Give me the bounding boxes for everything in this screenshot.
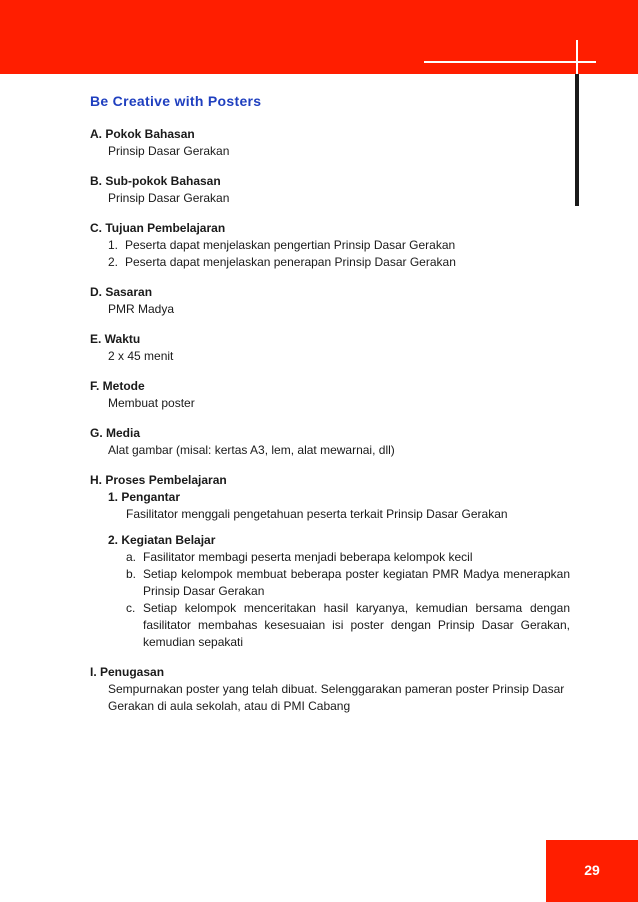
list-letter: a. bbox=[126, 550, 137, 564]
list-text: Setiap kelompok menceritakan hasil karyanya, kemudian bersama dengan fasilitator membahas kesesuaian isi poster dengan Prinsip Dasar Gerakan, kemudian sepakati bbox=[143, 601, 570, 649]
decorative-cross-line-vertical bbox=[575, 74, 579, 206]
section-body: Alat gambar (misal: kertas A3, lem, alat mewarnai, dll) bbox=[108, 443, 395, 457]
subsection-pengantar bbox=[90, 489, 570, 523]
decorative-cross-line-horizontal bbox=[424, 61, 596, 63]
section-tujuan-pembelajaran bbox=[90, 220, 570, 271]
section-penugasan bbox=[90, 664, 570, 715]
section-sasaran bbox=[90, 284, 570, 318]
page-number: 29 bbox=[584, 862, 600, 878]
subsection-kegiatan-belajar bbox=[90, 532, 570, 651]
list-item bbox=[126, 549, 570, 566]
section-body: Prinsip Dasar Gerakan bbox=[108, 144, 230, 158]
list-letter: c. bbox=[126, 601, 136, 615]
subsection-body: Fasilitator menggali pengetahuan peserta terkait Prinsip Dasar Gerakan bbox=[126, 507, 508, 521]
list-text: Fasilitator membagi peserta menjadi beberapa kelompok kecil bbox=[143, 550, 473, 564]
section-heading: A. Pokok Bahasan bbox=[90, 127, 195, 141]
list-text: Setiap kelompok membuat beberapa poster kegiatan PMR Madya menerapkan Prinsip Dasar Gerakan bbox=[143, 567, 570, 598]
list-text: Peserta dapat menjelaskan pengertian Prinsip Dasar Gerakan bbox=[125, 238, 456, 252]
section-body: Prinsip Dasar Gerakan bbox=[108, 191, 230, 205]
list-text: Peserta dapat menjelaskan penerapan Prinsip Dasar Gerakan bbox=[125, 255, 456, 269]
list-number: 2. bbox=[108, 255, 119, 269]
section-body: 2 x 45 menit bbox=[108, 349, 174, 363]
section-heading: C. Tujuan Pembelajaran bbox=[90, 221, 226, 235]
section-heading: B. Sub-pokok Bahasan bbox=[90, 174, 221, 188]
list-item bbox=[108, 254, 570, 271]
subsection-heading: 1. Pengantar bbox=[108, 490, 181, 504]
section-waktu bbox=[90, 331, 570, 365]
section-heading: I. Penugasan bbox=[90, 665, 165, 679]
decorative-cross-line-vertical-top bbox=[576, 40, 578, 74]
section-pokok-bahasan bbox=[90, 126, 570, 160]
subsection-heading: 2. Kegiatan Belajar bbox=[108, 533, 216, 547]
section-body: PMR Madya bbox=[108, 302, 175, 316]
page-content bbox=[90, 93, 570, 728]
list-item bbox=[126, 566, 570, 600]
page-title: Be Creative with Posters bbox=[90, 93, 262, 109]
activity-list bbox=[108, 549, 570, 651]
section-body: Sempurnakan poster yang telah dibuat. Selenggarakan pameran poster Prinsip Dasar Gerakan di aula sekolah, atau di PMI Cabang bbox=[108, 682, 565, 713]
list-number: 1. bbox=[108, 238, 119, 252]
section-heading: E. Waktu bbox=[90, 332, 141, 346]
section-proses-pembelajaran bbox=[90, 472, 570, 651]
objective-list bbox=[90, 237, 570, 271]
section-metode bbox=[90, 378, 570, 412]
section-sub-pokok-bahasan bbox=[90, 173, 570, 207]
section-heading: H. Proses Pembelajaran bbox=[90, 473, 227, 487]
list-item bbox=[108, 237, 570, 254]
section-heading: D. Sasaran bbox=[90, 285, 153, 299]
section-media bbox=[90, 425, 570, 459]
list-letter: b. bbox=[126, 567, 137, 581]
section-heading: G. Media bbox=[90, 426, 141, 440]
section-heading: F. Metode bbox=[90, 379, 145, 393]
list-item bbox=[126, 600, 570, 651]
section-body: Membuat poster bbox=[108, 396, 195, 410]
